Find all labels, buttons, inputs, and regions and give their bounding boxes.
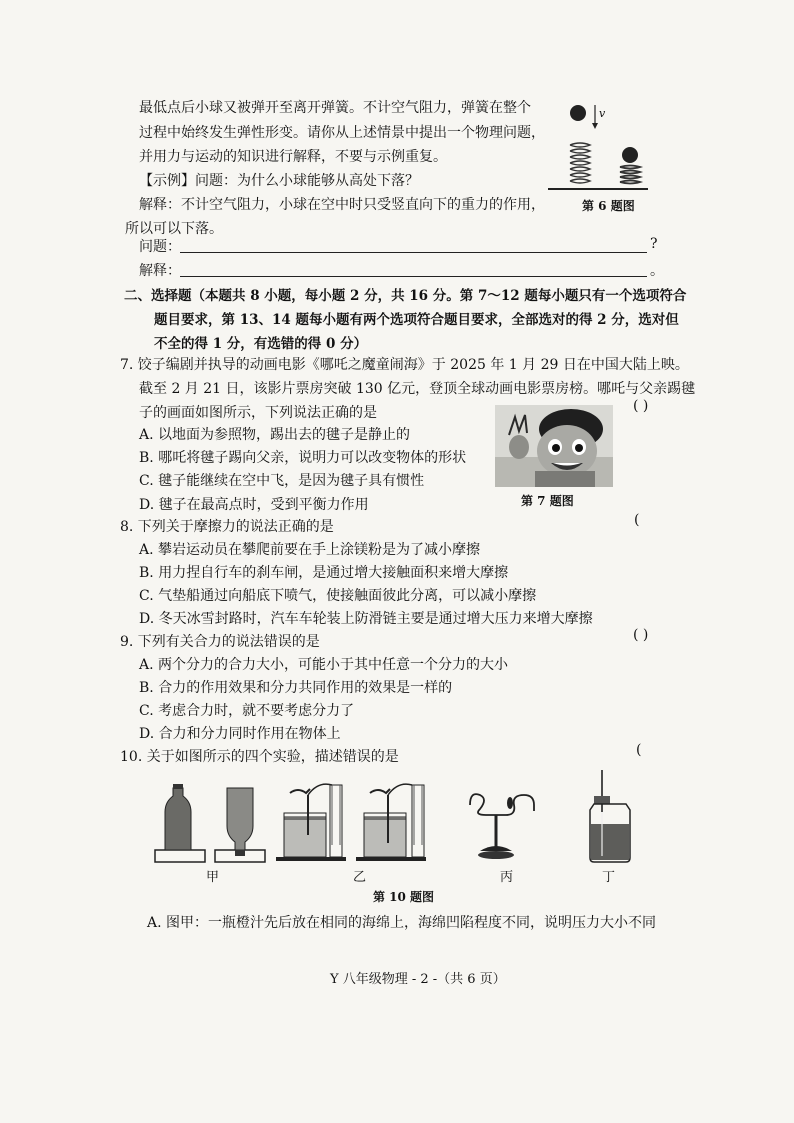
q6-text-line: 最低点后小球又被弹开至离开弹簧。不计空气阻力，弹簧在整个 bbox=[139, 100, 531, 116]
section2-line: 不全的得 1 分，有选错的得 0 分） bbox=[154, 336, 368, 352]
q9-option-c[interactable]: C. 考虑合力时，就不要考虑分力了 bbox=[139, 703, 355, 719]
question-blank[interactable] bbox=[180, 252, 647, 253]
q8-option-a[interactable]: A. 攀岩运动员在攀爬前要在手上涂镁粉是为了减小摩擦 bbox=[139, 542, 481, 558]
q8-option-c[interactable]: C. 气垫船通过向船底下喷气，使接触面彼此分离，可以减小摩擦 bbox=[139, 588, 537, 604]
q8-option-b[interactable]: B. 用力捏自行车的刹车闸，是通过增大接触面积来增大摩擦 bbox=[139, 565, 509, 581]
q8-stem: 8. 下列关于摩擦力的说法正确的是 bbox=[120, 519, 334, 535]
q10-figure-yi bbox=[270, 775, 435, 865]
explain-label: 解释： bbox=[139, 263, 181, 279]
q10-figure-jia bbox=[155, 780, 265, 865]
q9-stem: 9. 下列有关合力的说法错误的是 bbox=[120, 634, 320, 650]
q7-figure-caption: 第 7 题图 bbox=[521, 494, 574, 508]
q10-label-jia: 甲 bbox=[206, 870, 220, 885]
q6-text-line: 并用力与运动的知识进行解释，不要与示例重复。 bbox=[139, 149, 447, 165]
q10-label-ding: 丁 bbox=[602, 870, 616, 885]
q7-option-a[interactable]: A. 以地面为参照物，踢出去的毽子是静止的 bbox=[139, 427, 411, 443]
q9-option-b[interactable]: B. 合力的作用效果和分力共同作用的效果是一样的 bbox=[139, 680, 453, 696]
q10-figure-bing bbox=[460, 785, 540, 865]
q8-answer-bracket[interactable]: ( bbox=[634, 512, 640, 528]
q6-text-line: 过程中始终发生弹性形变。请你从上述情景中提出一个物理问题， bbox=[139, 125, 545, 141]
q6-example-explanation: 解释：不计空气阻力，小球在空中时只受竖直向下的重力的作用， bbox=[139, 197, 545, 213]
q9-option-d[interactable]: D. 合力和分力同时作用在物体上 bbox=[139, 726, 341, 742]
q7-option-d[interactable]: D. 毽子在最高点时，受到平衡力作用 bbox=[139, 497, 369, 513]
q9-answer-bracket[interactable]: ( ) bbox=[633, 627, 649, 643]
section2-heading: 二、选择题（本题共 8 小题，每小题 2 分，共 16 分。第 7～12 题每小题只有一个选项符合 bbox=[124, 288, 687, 304]
velocity-label: v bbox=[599, 107, 606, 120]
q10-label-bing: 丙 bbox=[500, 870, 514, 885]
q6-example-question: 【示例】问题：为什么小球能够从高处下落？ bbox=[139, 173, 419, 189]
q6-figure-caption: 第 6 题图 bbox=[582, 199, 635, 213]
q10-answer-bracket[interactable]: ( bbox=[636, 742, 642, 758]
q7-stem: 7. 饺子编剧并执导的动画电影《哪吒之魔童闹海》于 2025 年 1 月 29 日在中国大陆上映。 bbox=[120, 357, 689, 373]
q10-stem: 10. 关于如图所示的四个实验，描述错误的是 bbox=[120, 749, 399, 765]
explain-end: 。 bbox=[650, 263, 664, 279]
q7-stem: 截至 2 月 21 日，该影片票房突破 130 亿元，登顶全球动画电影票房榜。哪吒与父亲踢毽 bbox=[139, 381, 696, 397]
page-footer: Y 八年级物理 - 2 -（共 6 页） bbox=[330, 972, 506, 987]
q7-option-c[interactable]: C. 毽子能继续在空中飞，是因为毽子具有惯性 bbox=[139, 473, 425, 489]
q7-stem: 子的画面如图所示，下列说法正确的是 bbox=[139, 405, 377, 421]
q8-option-d[interactable]: D. 冬天冰雪封路时，汽车车轮装上防滑链主要是通过增大压力来增大摩擦 bbox=[139, 611, 593, 627]
q7-option-b[interactable]: B. 哪吒将毽子踢向父亲，说明力可以改变物体的形状 bbox=[139, 450, 467, 466]
section2-line: 题目要求，第 13、14 题每小题有两个选项符合题目要求，全部选对的得 2 分，选对但 bbox=[154, 312, 679, 328]
q10-figure-caption: 第 10 题图 bbox=[373, 890, 435, 904]
question-end: ? bbox=[650, 236, 658, 252]
question-label: 问题： bbox=[139, 239, 181, 255]
q7-answer-bracket[interactable]: ( ) bbox=[633, 398, 649, 414]
q7-nezha-figure bbox=[495, 405, 613, 487]
q6-example-explanation-end: 所以可以下落。 bbox=[125, 221, 223, 237]
q9-option-a[interactable]: A. 两个分力的合力大小，可能小于其中任意一个分力的大小 bbox=[139, 657, 509, 673]
q6-spring-ball-figure bbox=[540, 95, 650, 195]
q10-label-yi: 乙 bbox=[353, 870, 367, 885]
explain-blank[interactable] bbox=[180, 276, 647, 277]
q10-option-a[interactable]: A. 图甲：一瓶橙汁先后放在相同的海绵上，海绵凹陷程度不同，说明压力大小不同 bbox=[147, 915, 657, 931]
q10-figure-ding bbox=[580, 770, 640, 865]
